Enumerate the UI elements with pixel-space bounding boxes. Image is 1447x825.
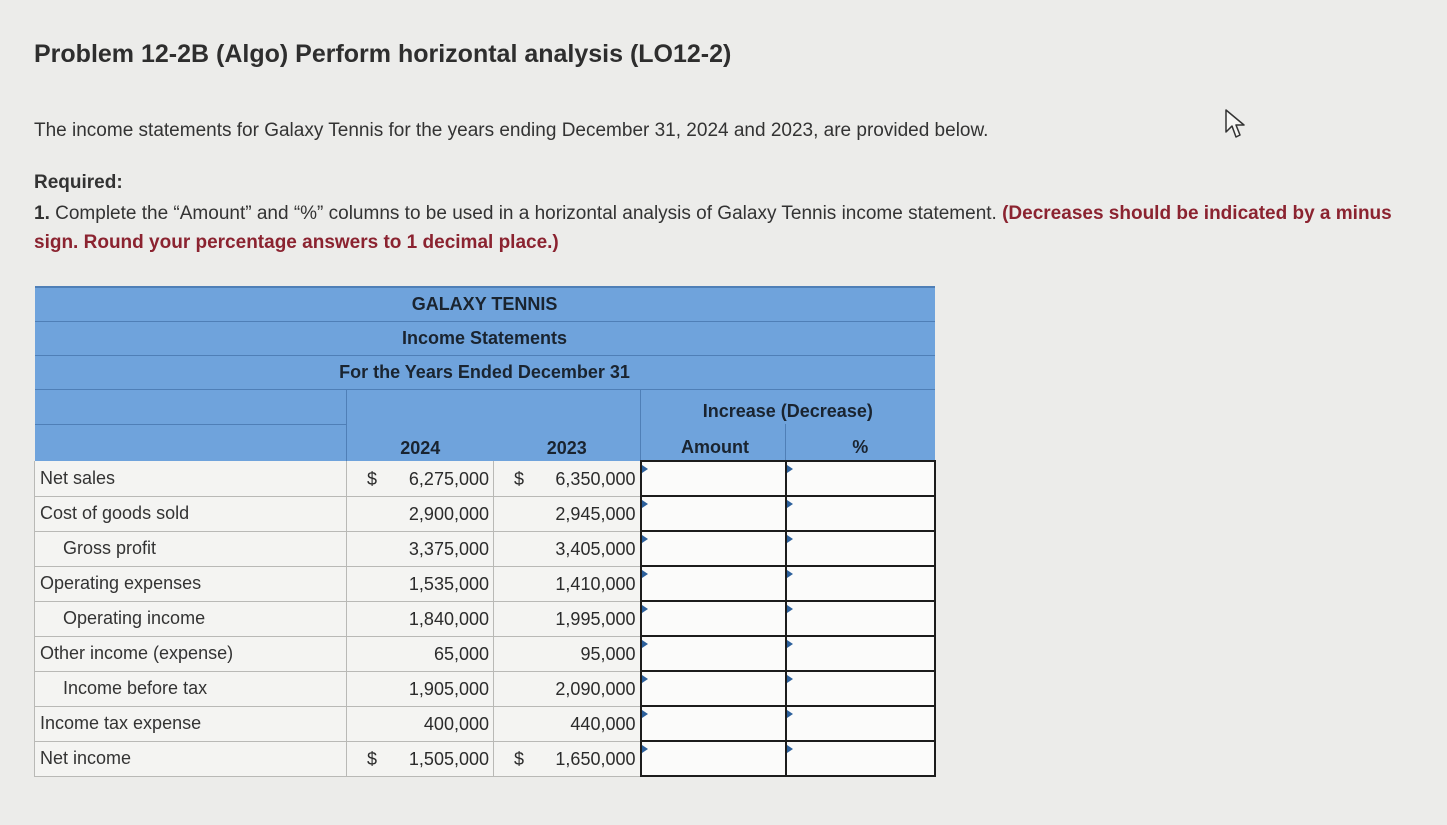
input-marker-icon [642, 535, 648, 543]
input-marker-icon [642, 710, 648, 718]
percent-input[interactable] [787, 497, 934, 530]
value-y2023 [494, 461, 641, 496]
amount-value: 1,905,000 [408, 678, 489, 699]
row-label: Net income [35, 741, 347, 776]
row-label: Net sales [35, 461, 347, 496]
instruction-note: (Decreases should be indicated by a minus sign. Round your percentage answers to 1 decimal place.) [34, 203, 1392, 253]
amount-input[interactable] [642, 602, 785, 635]
percent-input-cell[interactable] [786, 566, 935, 601]
percent-header: % [786, 424, 935, 461]
amount-input[interactable] [642, 637, 785, 670]
row-label: Operating income [35, 601, 347, 636]
instruction-body: Complete the “Amount” and “%” columns to be used in a horizontal analysis of Galaxy Tennis income statement. [55, 203, 997, 224]
amount-value: 1,535,000 [408, 573, 489, 594]
increase-decrease-header: Increase (Decrease) [641, 390, 935, 425]
value-y2023 [494, 566, 641, 601]
amount-input[interactable] [642, 707, 785, 740]
input-marker-icon [642, 465, 648, 473]
amount-input[interactable] [642, 497, 785, 530]
instruction-text [34, 199, 1414, 257]
input-marker-icon [787, 640, 793, 648]
input-marker-icon [642, 500, 648, 508]
amount-input-cell[interactable] [641, 496, 786, 531]
value-y2024 [347, 706, 494, 741]
value-y2024 [347, 566, 494, 601]
percent-input-cell[interactable] [786, 671, 935, 706]
company-name: GALAXY TENNIS [411, 294, 558, 314]
input-marker-icon [787, 675, 793, 683]
row-label: Gross profit [35, 531, 347, 566]
amount-input[interactable] [642, 742, 785, 775]
amount-input[interactable] [642, 672, 785, 705]
row-label: Operating expenses [35, 566, 347, 601]
value-y2024 [347, 601, 494, 636]
amount-input-cell[interactable] [641, 706, 786, 741]
input-marker-icon [642, 570, 648, 578]
percent-input[interactable] [787, 672, 934, 705]
percent-input-cell[interactable] [786, 531, 935, 566]
amount-input-cell[interactable] [641, 741, 786, 776]
value-y2023 [494, 706, 641, 741]
value-y2024 [347, 496, 494, 531]
value-y2024 [347, 741, 494, 776]
table-row [35, 671, 935, 706]
currency-symbol: $ [514, 748, 525, 769]
amount-value: 2,900,000 [408, 503, 489, 524]
amount-input-cell[interactable] [641, 636, 786, 671]
value-y2023 [494, 531, 641, 566]
amount-value: 400,000 [423, 713, 489, 734]
problem-intro: The income statements for Galaxy Tennis for the years ending December 31, 2024 and 2023, are provided below. [34, 120, 989, 141]
year-2023-header: 2023 [494, 424, 641, 461]
input-marker-icon [787, 605, 793, 613]
row-label: Other income (expense) [35, 636, 347, 671]
input-marker-icon [642, 675, 648, 683]
amount-value: 95,000 [580, 643, 636, 664]
amount-value: 2,090,000 [555, 678, 636, 699]
problem-title: Problem 12-2B (Algo) Perform horizontal analysis (LO12-2) [34, 40, 732, 68]
input-marker-icon [787, 500, 793, 508]
percent-input-cell[interactable] [786, 461, 935, 496]
input-marker-icon [642, 745, 648, 753]
table-row [35, 741, 935, 776]
value-y2023 [494, 601, 641, 636]
amount-value: 6,350,000 [555, 468, 636, 489]
input-marker-icon [787, 535, 793, 543]
input-marker-icon [787, 570, 793, 578]
percent-input-cell[interactable] [786, 496, 935, 531]
value-y2023 [494, 671, 641, 706]
amount-input-cell[interactable] [641, 601, 786, 636]
percent-input-cell[interactable] [786, 706, 935, 741]
amount-input[interactable] [642, 462, 785, 495]
amount-value: 2,945,000 [555, 503, 636, 524]
percent-input-cell[interactable] [786, 601, 935, 636]
amount-value: 1,995,000 [555, 608, 636, 629]
amount-value: 3,375,000 [408, 538, 489, 559]
value-y2024 [347, 461, 494, 496]
row-label: Income tax expense [35, 706, 347, 741]
percent-input[interactable] [787, 532, 934, 565]
input-marker-icon [642, 640, 648, 648]
amount-header: Amount [641, 424, 786, 461]
value-y2023 [494, 741, 641, 776]
percent-input[interactable] [787, 707, 934, 740]
percent-input[interactable] [787, 742, 934, 775]
percent-input[interactable] [787, 637, 934, 670]
amount-value: 1,840,000 [408, 608, 489, 629]
column-header-row [35, 424, 935, 461]
value-y2023 [494, 496, 641, 531]
percent-input[interactable] [787, 602, 934, 635]
amount-value: 6,275,000 [408, 468, 489, 489]
value-y2024 [347, 636, 494, 671]
required-heading: Required: [34, 172, 123, 193]
statement-rows [35, 461, 935, 776]
table-row [35, 706, 935, 741]
percent-input[interactable] [787, 567, 934, 600]
amount-input-cell[interactable] [641, 566, 786, 601]
amount-input-cell[interactable] [641, 671, 786, 706]
currency-symbol: $ [514, 468, 525, 489]
input-marker-icon [642, 605, 648, 613]
amount-value: 440,000 [570, 713, 636, 734]
row-label: Cost of goods sold [35, 496, 347, 531]
table-row [35, 566, 935, 601]
input-marker-icon [787, 745, 793, 753]
amount-value: 3,405,000 [555, 538, 636, 559]
table-row [35, 531, 935, 566]
percent-input-cell[interactable] [786, 636, 935, 671]
amount-input-cell[interactable] [641, 531, 786, 566]
table-row [35, 496, 935, 531]
input-marker-icon [787, 710, 793, 718]
instruction-number: 1. [34, 203, 50, 224]
column-group-row [35, 390, 935, 425]
percent-input-cell[interactable] [786, 741, 935, 776]
amount-value: 1,410,000 [555, 573, 636, 594]
row-label: Income before tax [35, 671, 347, 706]
amount-input[interactable] [642, 567, 785, 600]
header-company-row [35, 287, 935, 322]
statement-period: For the Years Ended December 31 [339, 362, 630, 382]
amount-value: 1,505,000 [408, 748, 489, 769]
amount-input[interactable] [642, 532, 785, 565]
table-row [35, 601, 935, 636]
header-statement-row [35, 322, 935, 356]
currency-symbol: $ [367, 748, 378, 769]
statement-name: Income Statements [402, 328, 568, 348]
amount-input-cell[interactable] [641, 461, 786, 496]
currency-symbol: $ [367, 468, 378, 489]
amount-value: 1,650,000 [555, 748, 636, 769]
percent-input[interactable] [787, 462, 934, 495]
value-y2024 [347, 531, 494, 566]
value-y2023 [494, 636, 641, 671]
table-row [35, 636, 935, 671]
value-y2024 [347, 671, 494, 706]
input-marker-icon [787, 465, 793, 473]
table-row [35, 461, 935, 496]
mouse-pointer-icon [1224, 108, 1246, 140]
header-period-row [35, 356, 935, 390]
amount-value: 65,000 [433, 643, 489, 664]
income-statement-table [34, 286, 936, 777]
year-2024-header: 2024 [347, 424, 494, 461]
